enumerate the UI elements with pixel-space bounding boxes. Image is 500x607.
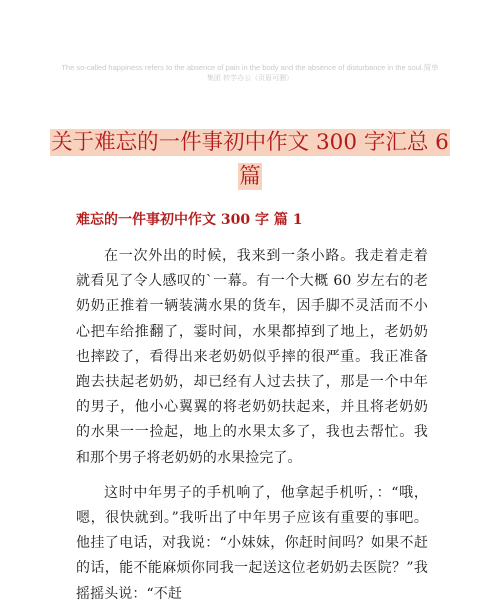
header-watermark (40, 62, 460, 84)
watermark-line-1: The so-called happiness refers to the absence of pain in the body and the absence of disturbance in the soul.简单 (61, 63, 439, 72)
section-heading: 难忘的一件事初中作文 300 字 篇 1 (76, 212, 303, 228)
title-line-1: 关于难忘的一件事初中作文 300 字汇总 6 (51, 130, 449, 156)
paragraph-1: 在一次外出的时候，我来到一条小路。我走着走着就看见了令人感叹的`一幕。有一个大概 60 岁左右的老奶奶正推着一辆装满水果的货车，因手脚不灵活而不小心把车给推翻了，霎时间，水果都掉到了地上，老奶奶也摔跤了，看得出来老奶奶似乎摔的很严重。我正准备跑去扶起老奶奶，却已经有人过去扶了，那是一个中年的男子，他小心翼翼的将老奶奶扶起来，并且将老奶奶的水果一一捡起，地上的水果太多了，我也去帮忙。我和那个男子将老奶奶的水果捡完了。 (76, 248, 428, 466)
paragraph-2: 这时中年男子的手机响了，他拿起手机听，：“哦，嗯，很快就到。”我听出了中年男子应该有重要的事吧。他挂了电话，对我说：“小妹妹，你赶时间吗？如果不赶的话，能不能麻烦你同我一起送这位老奶奶去医院？”我摇摇头说：“不赶 (76, 484, 428, 602)
title-line-2: 篇 (239, 164, 261, 190)
watermark-line-2: 集团 转学办公（页眉可删） (206, 74, 294, 82)
article-body (76, 244, 428, 607)
document-title (40, 126, 460, 194)
